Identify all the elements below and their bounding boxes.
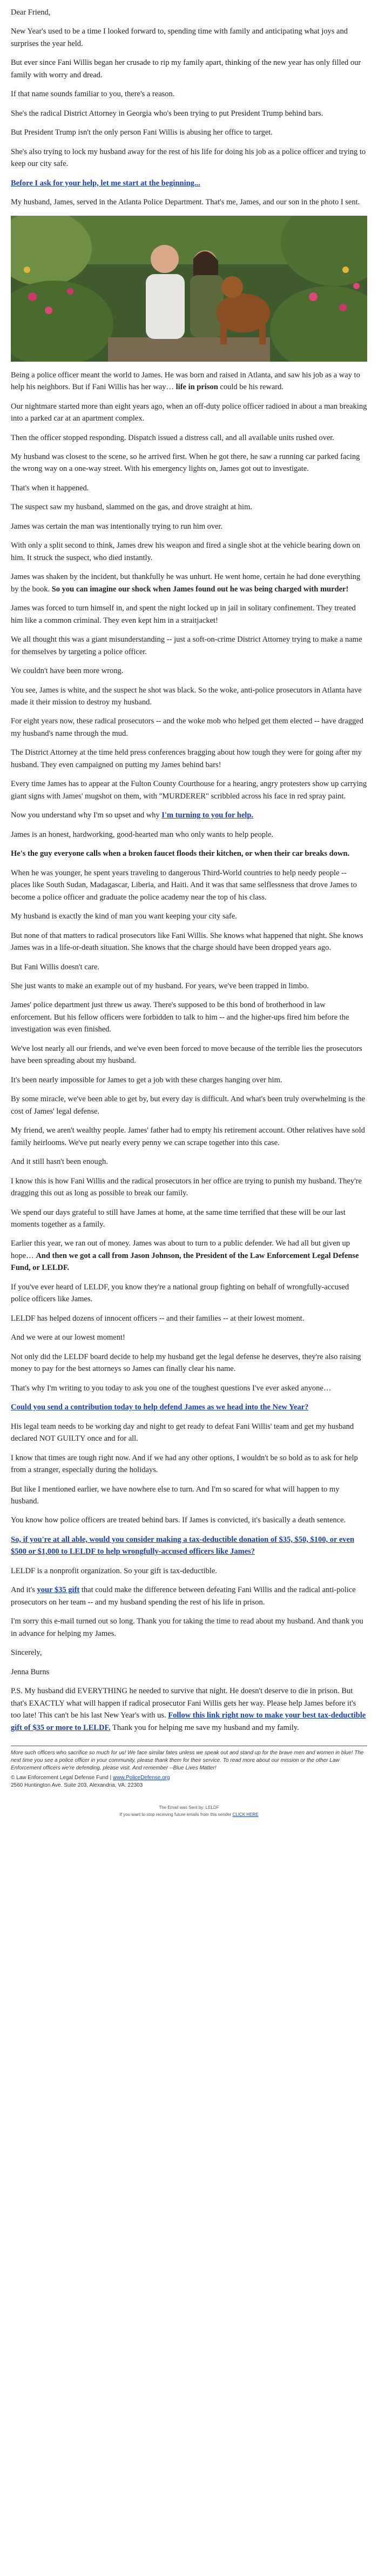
turning-to-you-link[interactable]: I'm turning to you for help. [161, 811, 254, 820]
family-photo [11, 216, 367, 362]
donation-amounts-link[interactable]: So, if you're at all able, would you consider making a tax-deductible donation of $35, $50, $100, or even $500 or $1,000 to LELDF to help wrongfully-accused officers like James? [11, 1535, 355, 1556]
paragraph: When he was younger, he spent years traveling to dangerous Third-World countries to help needy people -- places like South Sudan, Madagascar, Liberia, and Haiti. And it was that same selflessness that drove James to become a police officer and graduate the police academy near the top of his class. [11, 868, 357, 902]
email-body [11, 0, 367, 1829]
paragraph: James was certain the man was intentionally trying to run him over. [11, 522, 223, 531]
paragraph: It's been nearly impossible for James to get a job with these charges hanging over him. [11, 1075, 282, 1084]
paragraph: For eight years now, these radical prosecutors -- and the woke mob who helped get them elected -- have dragged my husband's name through the mud. [11, 717, 363, 738]
paragraph: His legal team needs to be working day and night to get ready to defeat Fani Willis' team and get my husband declared NOT GUILTY once and for all. [11, 1422, 354, 1443]
paragraph: She's the radical District Attorney in Georgia who's been trying to put President Trump behind bars. [11, 109, 323, 118]
footer-copyright: © Law Enforcement Legal Defense Fund | www.PoliceDefense.org [11, 1775, 170, 1781]
paragraph: Our nightmare started more than eight years ago, when an off-duty police officer radioed in about a man breaking into a parked car at an apartment complex. [11, 402, 367, 423]
paragraph: Every time James has to appear at the Fulton County Courthouse for a hearing, angry protesters show up carrying giant signs with James' mugshot on them, with "MURDERER" scribbled across his face in red spray paint. [11, 780, 367, 801]
gift-link[interactable]: your $35 gift [37, 1586, 80, 1595]
paragraph: The suspect saw my husband, slammed on the gas, and drove straight at him. [11, 503, 252, 512]
sent-by: The Email was Sent by: LELDF [159, 1805, 219, 1810]
contribution-link[interactable]: Could you send a contribution today to help defend James as we head into the New Year? [11, 1403, 309, 1412]
paragraph: But none of that matters to radical prosecutors like Fani Willis. She knows what happened that night. She knows James was in a life-or-death situation. She knows that the charge should have been dropped years ago. [11, 931, 363, 953]
paragraph: We all thought this was a giant misunderstanding -- just a soft-on-crime District Attorney trying to make a name for themselves by targeting a police officer. [11, 635, 362, 656]
paragraph: We spend our days grateful to still have James at home, at the same time terrified that these will be our last moments together as a family. [11, 1208, 346, 1229]
paragraph: My friend, we aren't wealthy people. James' father had to empty his retirement account. Other relatives have sold family heirlooms. We've put nearly every penny we can scrape together into this case. [11, 1126, 365, 1147]
paragraph: I know that times are tough right now. And if we had any other options, I wouldn't be so bold as to ask for help from a stranger, especially during the holidays. [11, 1453, 358, 1475]
closing: Sincerely, [11, 1648, 42, 1658]
footer [11, 1749, 367, 1789]
paragraph: My husband is exactly the kind of man you want keeping your city safe. [11, 912, 237, 921]
paragraph: James was forced to turn himself in, and spent the night locked up in jail in solitary confinement. They treated him like a common criminal. They even kept him in a straitjacket! [11, 604, 356, 625]
start-at-beginning-link[interactable]: Before I ask for your help, let me start at the beginning... [11, 178, 200, 188]
paragraph: But President Trump isn't the only person Fani Willis is abusing her office to target. [11, 128, 273, 137]
paragraph: Not only did the LELDF board decide to help my husband get the legal defense he deserves, they're also raising money to pay for the best attorneys so James can finally clear his name. [11, 1352, 361, 1374]
paragraph: I'm sorry this e-mail turned out so long. Thank you for taking the time to read about my husband. And thank you in advance for helping my James. [11, 1617, 363, 1638]
paragraph: My husband was closest to the scene, so he arrived first. When he got there, he saw a running car parked facing the wrong way on a one-way street. With his emergency lights on, James got out to investigate. [11, 452, 360, 474]
paragraph: You see, James is white, and the suspect he shot was black. So the woke, anti-police prosecutors in Atlanta have made it their mission to destroy my husband. [11, 685, 362, 707]
paragraph: If that name sounds familiar to you, there's a reason. [11, 90, 175, 99]
paragraph: Being a police officer meant the world to James. He was born and raised in Atlanta, and saw his job as a way to help his neighbors. But if Fani Willis has her way… life in prison could be his reward. [11, 370, 360, 392]
paragraph: James is an honest, hardworking, good-hearted man who only wants to help people. [11, 830, 274, 839]
paragraph: You know how police officers are treated behind bars. If James is convicted, it's basically a death sentence. [11, 1516, 346, 1525]
paragraph: And it still hasn't been enough. [11, 1157, 108, 1167]
footer-note: More such officers who sacrifice so much for us! We face similar fates unless we speak out and stand up for the brave men and women in blue! The next time you see a police officer in your community, please thank them for their service. To read more about our mission or the other Law Enforcement officers we're defending, please visit. And remember --Blue Lives Matter! [11, 1750, 364, 1771]
paragraph: But Fani Willis doesn't care. [11, 962, 100, 971]
paragraph: But ever since Fani Willis began her crusade to rip my family apart, thinking of the new year has only filled our family with worry and dread. [11, 58, 361, 79]
unsubscribe-line: If you want to stop receiving future emails from this sender CLICK HERE [119, 1812, 259, 1817]
footer-address: 2560 Huntington Ave. Suite 203, Alexandria, VA. 22303 [11, 1782, 143, 1788]
paragraph: But like I mentioned earlier, we have nowhere else to turn. And I'm so scared for what will happen to my husband. [11, 1485, 340, 1506]
paragraph: She's also trying to lock my husband away for the rest of his life for doing his job as a police officer and trying to keep our city safe. [11, 147, 366, 169]
paragraph: The District Attorney at the time held press conferences bragging about how tough they were for going after my husband. They even campaigned on putting my James behind bars! [11, 748, 362, 769]
paragraph: And it's your $35 gift that could make the difference between defeating Fani Willis and the radical anti-police prosecutors on her team -- and my husband spending the rest of his life in prison. [11, 1586, 356, 1607]
paragraph: James was shaken by the incident, but thankfully he was unhurt. He went home, certain he had done everything by the book. So you can imagine our shock when James found out he was being charged with murder! [11, 573, 361, 594]
paragraph: And we were at our lowest moment! [11, 1333, 125, 1342]
paragraph: Now you understand why I'm so upset and why I'm turning to you for help. [11, 811, 254, 820]
paragraph: If you've ever heard of LELDF, you know they're a national group fighting on behalf of wrongfully-accused police officers like James. [11, 1282, 349, 1304]
paragraph: My husband, James, served in the Atlanta Police Department. That's me, James, and our son in the photo I sent. [11, 198, 360, 207]
paragraph: That's when it happened. [11, 483, 89, 492]
postscript: P.S. My husband did EVERYTHING he needed to survive that night. He doesn't deserve to die in prison. But that's EXACTLY what will happen if radical prosecutor Fani Willis gets her way. Please help James before it's too late! This can't be his last New Year's with us. Follow this link right now to make your best tax-deductible gift of $35 or more to LELDF. Thank you for helping me save my husband and my family. [11, 1687, 366, 1732]
unsubscribe-link[interactable]: CLICK HERE [232, 1812, 259, 1817]
paragraph: LELDF has helped dozens of innocent officers -- and their families -- at their lowest moment. [11, 1314, 305, 1323]
paragraph: I know this is how Fani Willis and the radical prosecutors in her office are trying to punish my husband. They're dragging this out as long as possible to break our family. [11, 1176, 362, 1198]
ps-donate-link[interactable]: Follow this link right now to make your best tax-deductible gift of $35 or more to LELDF. [11, 1711, 366, 1732]
paragraph: New Year's used to be a time I looked forward to, spending time with family and anticipating what joys and surprises the year held. [11, 27, 348, 48]
paragraph: With only a split second to think, James drew his weapon and fired a single shot at the vehicle bearing down on him. It struck the suspect, who died instantly. [11, 541, 360, 562]
paragraph: Earlier this year, we ran out of money. James was about to turn to a public defender. We had all but given up hope… And then we got a call from Jason Johnson, the President of the Law Enforcement Legal Defense Fund, or LELDF. [11, 1239, 359, 1273]
paragraph: That's why I'm writing to you today to ask you one of the toughest questions I've ever asked anyone… [11, 1383, 332, 1393]
paragraph: He's the guy everyone calls when a broken faucet floods their kitchen, or when their car breaks down. [11, 849, 350, 858]
paragraph: We've lost nearly all our friends, and we've even been forced to move because of the terrible lies the prosecutors have been spreading about my husband. [11, 1044, 362, 1066]
paragraph: James' police department just threw us away. There's supposed to be this bond of brotherhood in law enforcement. But his fellow officers were forbidden to talk to him -- and the higher-ups fired him before the investigation was even finished. [11, 1001, 349, 1034]
footer-mini [11, 1805, 367, 1819]
signature: Jenna Burns [11, 1667, 50, 1676]
paragraph: She just wants to make an example out of my husband. For years, we've been trapped in limbo. [11, 981, 309, 990]
salutation: Dear Friend, [11, 8, 51, 17]
paragraph: We couldn't have been more wrong. [11, 667, 124, 676]
paragraph: By some miracle, we've been able to get by, but every day is difficult. And what's been truly overwhelming is the cost of James' legal defense. [11, 1095, 365, 1116]
site-link[interactable]: www.PoliceDefense.org [112, 1775, 170, 1781]
paragraph: Then the officer stopped responding. Dispatch issued a distress call, and all available units rushed over. [11, 433, 334, 442]
paragraph: LELDF is a nonprofit organization. So your gift is tax-deductible. [11, 1566, 217, 1575]
